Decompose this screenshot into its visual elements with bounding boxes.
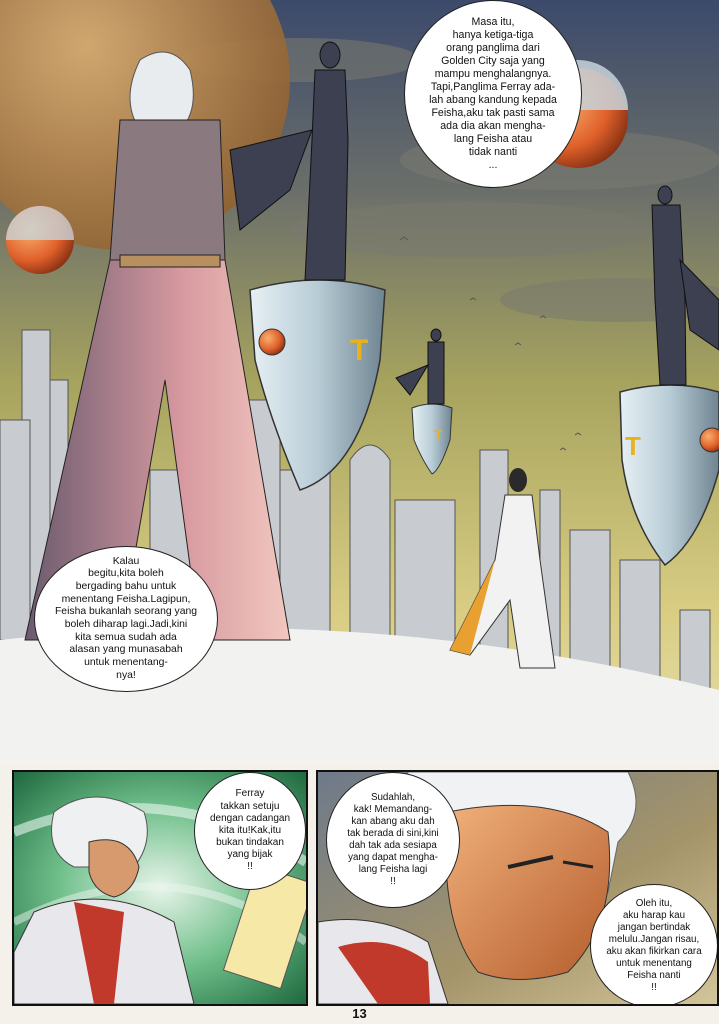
bottom-left-panel <box>12 770 308 1006</box>
pod-right-emblem: T <box>625 431 641 461</box>
speech-bubble-bottom-right-right: Oleh itu, aku harap kau jangan bertindak melulu.Jangan risau, aku akan fikirkan cara untuk menentang Feisha nanti !! <box>590 884 718 1006</box>
speech-bubble-top-left: Kalau begitu,kita boleh bergading bahu untuk menentang Feisha.Lagipun, Feisha bukanlah seorang yang boleh diharap lagi.Jadi,kini kita semua sudah ada alasan yang munasabah untuk menentang- nya! <box>34 546 218 692</box>
page-number: 13 <box>352 1006 367 1021</box>
pod-emblem: T <box>350 334 369 367</box>
speech-bubble-top-right: Masa itu, hanya ketiga-tiga orang panglima dari Golden City saja yang mampu menghalangnya. Tapi,Panglima Ferray ada- lah abang kandung kepada Feisha,aku tak pasti sama ada dia akan mengha- lang Feisha atau tidak nanti ... <box>404 0 582 188</box>
speech-bubble-bottom-right-left: Sudahlah, kak! Memandang- kan abang aku dah tak berada di sini,kini dah tak ada sesiapa yang dapat mengha- lang Feisha lagi !! <box>326 772 460 908</box>
pod-small-emblem: T <box>434 427 443 443</box>
speech-bubble-bottom-left: Ferray takkan setuju dengan cadangan kita itu!Kak,itu bukan tindakan yang bijak !! <box>194 772 306 890</box>
bottom-right-panel <box>316 770 719 1006</box>
